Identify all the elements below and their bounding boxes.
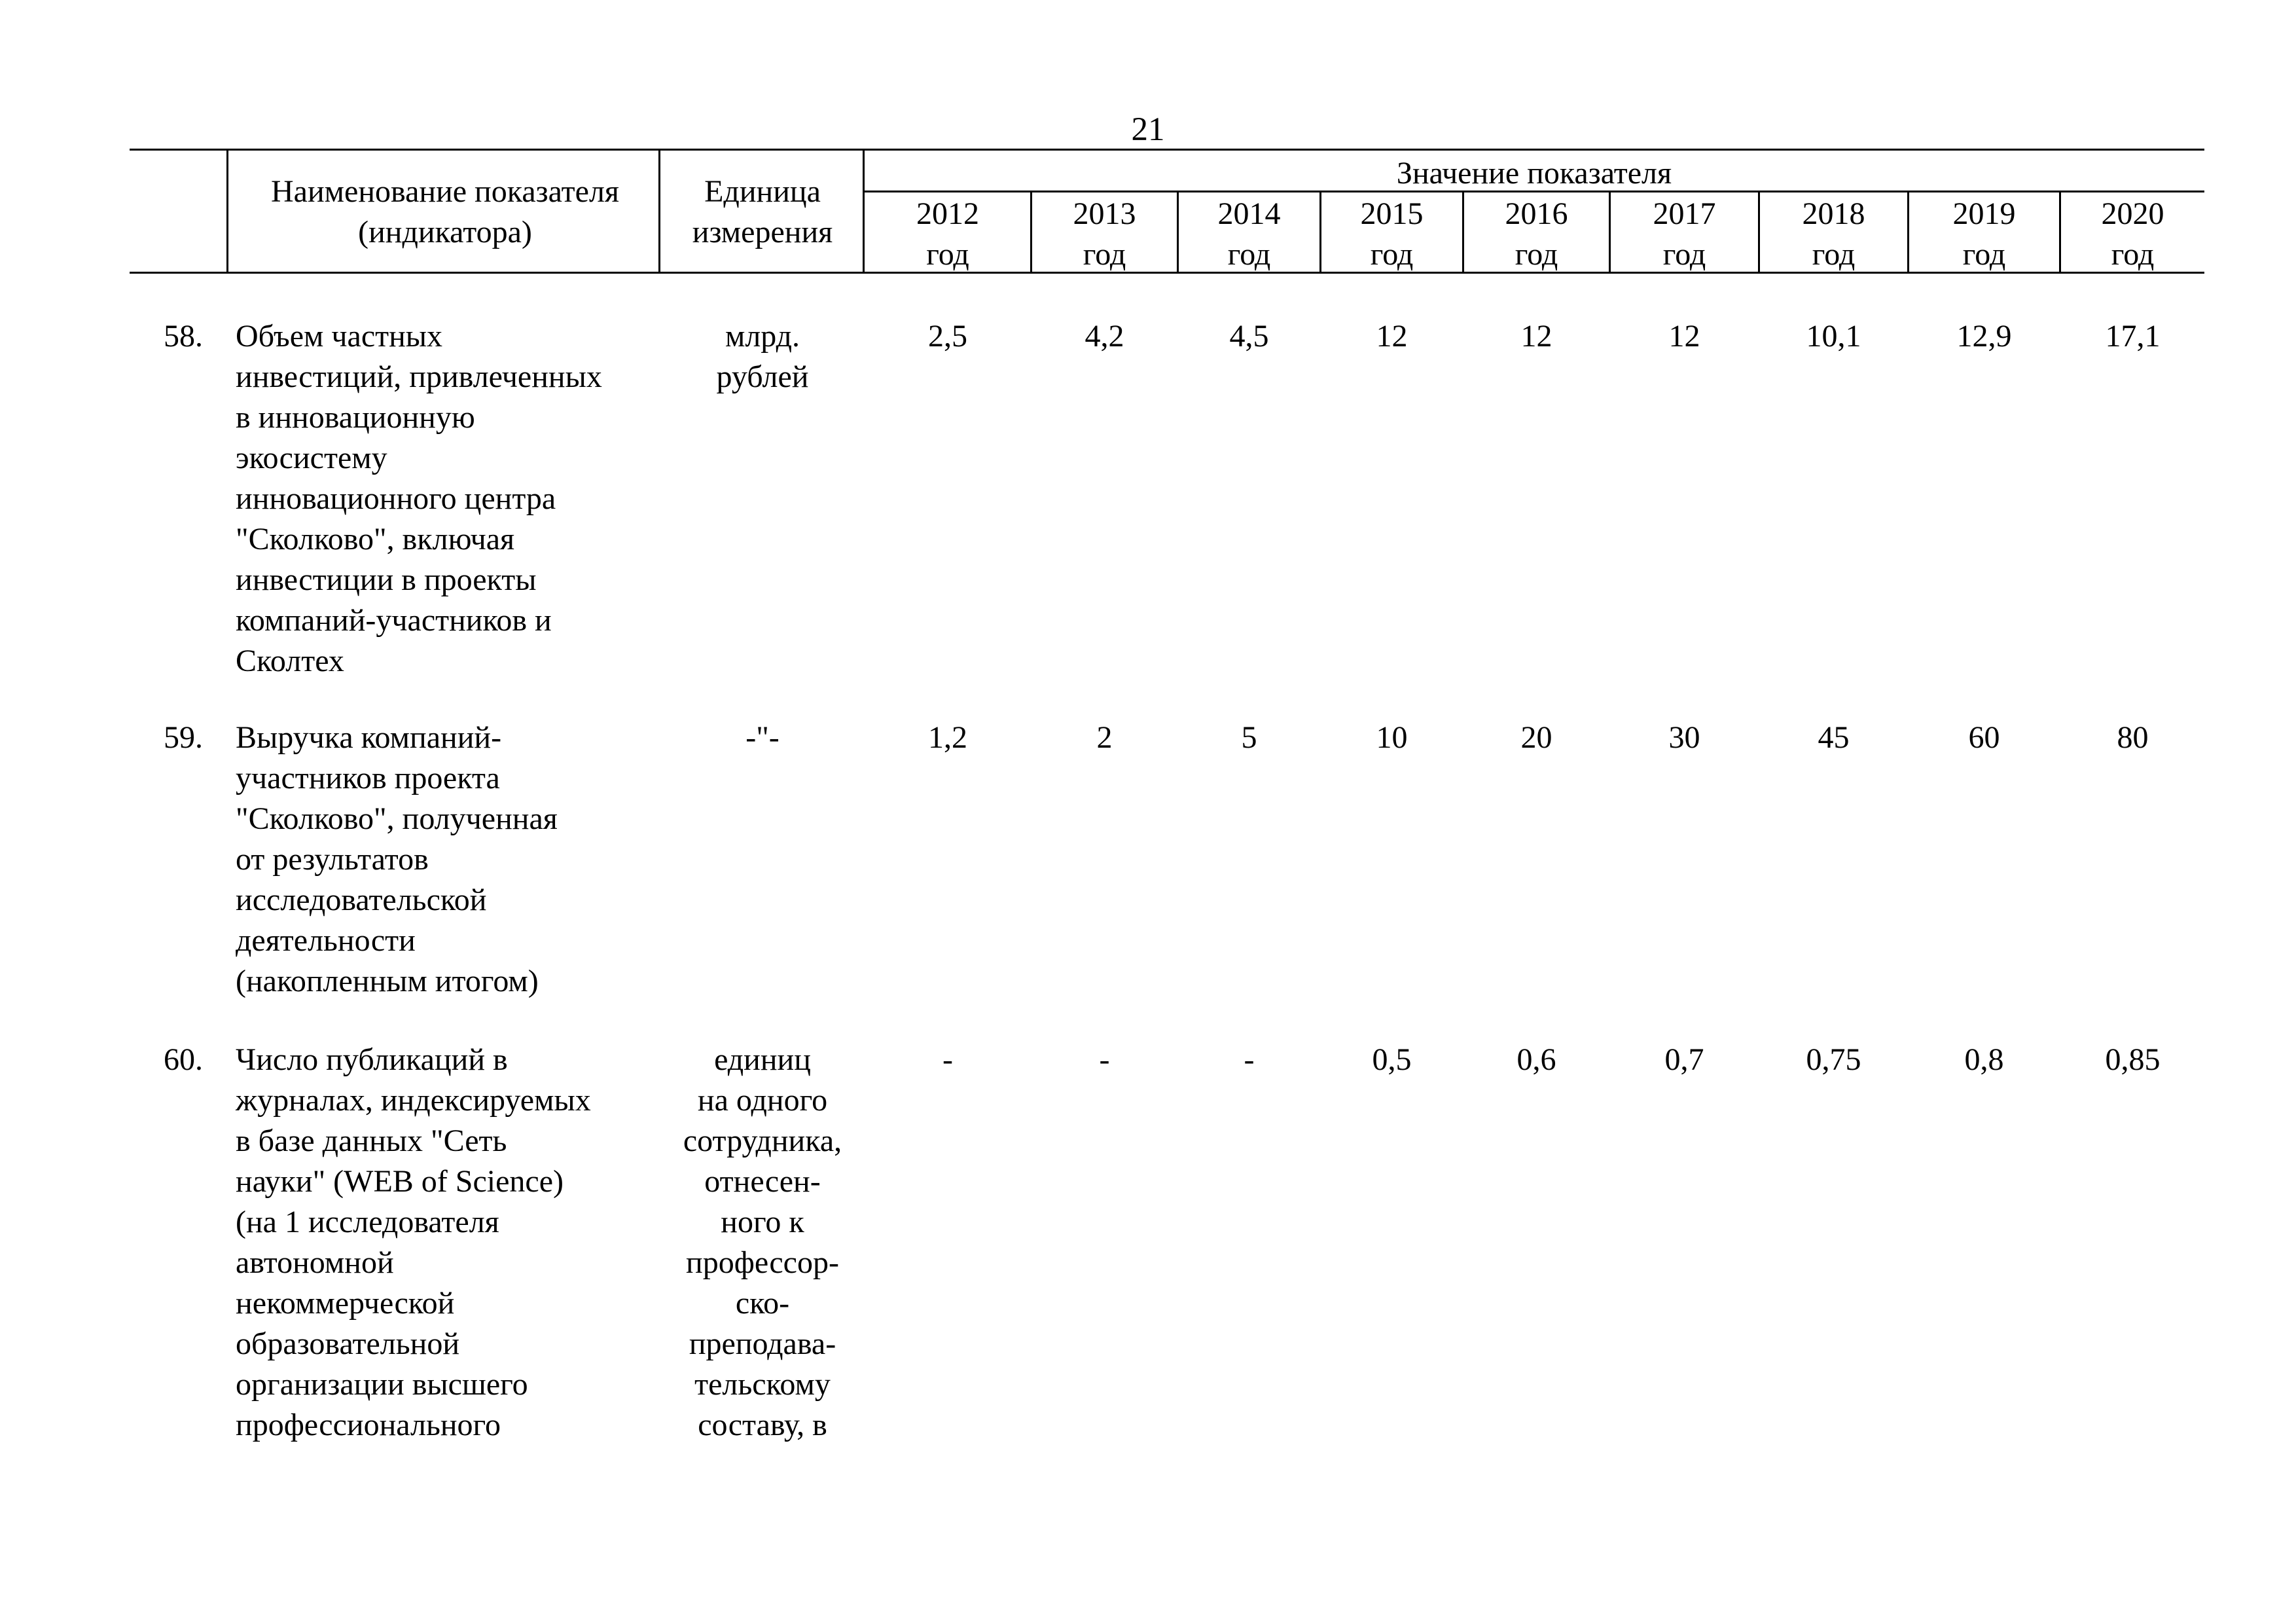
- row-value-2014: 4,5: [1229, 319, 1269, 354]
- row-value-2013: 4,2: [1085, 319, 1124, 354]
- year-suffix: год: [1662, 237, 1706, 272]
- year-label: 2013: [1073, 196, 1136, 231]
- year-suffix: год: [2111, 237, 2155, 272]
- row-value-2015: 0,5: [1372, 1042, 1412, 1077]
- header-year-2012: [865, 194, 1030, 275]
- header-year-2016: [1464, 194, 1609, 275]
- year-label: 2018: [1802, 196, 1865, 231]
- col-divider-num: [226, 149, 228, 273]
- header-year-2013: [1032, 194, 1177, 275]
- header-unit: Единица измерения: [692, 174, 833, 249]
- year-label: 2012: [916, 196, 979, 231]
- row-unit: млрд. рублей: [716, 319, 809, 394]
- year-suffix: год: [1227, 237, 1271, 272]
- header-year-2019: [1909, 194, 2059, 275]
- row-value-2020: 80: [2117, 720, 2149, 755]
- table-top-rule: [130, 149, 2204, 151]
- row-value-2017: 0,7: [1664, 1042, 1704, 1077]
- year-suffix: год: [1083, 237, 1126, 272]
- row-value-2012: 2,5: [928, 319, 967, 354]
- row-value-2017: 30: [1668, 720, 1700, 755]
- row-value-2015: 12: [1376, 319, 1408, 354]
- row-value-2018: 10,1: [1806, 319, 1861, 354]
- row-indicator-name: Число публикаций в журналах, индексируемых в базе данных "Сеть науки" (WEB of Science) (на 1 исследователя автономной некоммерческой образовательной организации высшего профессионального: [236, 1042, 591, 1442]
- row-indicator-name: Объем частных инвестиций, привлеченных в инновационную экосистему инновационного центра "Сколково", включая инвестиции в проекты компаний-участников и Сколтех: [236, 319, 602, 678]
- row-value-2019: 0,8: [1964, 1042, 2004, 1077]
- header-year-2015: [1321, 194, 1462, 275]
- year-suffix: год: [926, 237, 969, 272]
- row-number: 60.: [164, 1042, 203, 1077]
- header-year-2018: [1760, 194, 1907, 275]
- header-year-2020: [2061, 194, 2204, 275]
- row-value-2013: -: [1099, 1042, 1110, 1077]
- row-indicator-name: Выручка компаний- участников проекта "Сколково", полученная от результатов исследовательской деятельности (накопленным итогом): [236, 720, 558, 998]
- row-value-2014: 5: [1241, 720, 1257, 755]
- year-label: 2015: [1360, 196, 1424, 231]
- row-value-2014: -: [1244, 1042, 1255, 1077]
- col-divider-name: [658, 149, 660, 273]
- year-label: 2017: [1653, 196, 1716, 231]
- row-value-2016: 12: [1520, 319, 1552, 354]
- row-value-2019: 12,9: [1956, 319, 2012, 354]
- row-value-2020: 0,85: [2105, 1042, 2161, 1077]
- row-number: 58.: [164, 319, 203, 354]
- row-value-2012: -: [942, 1042, 953, 1077]
- row-unit: единиц на одного сотрудника, отнесен- ного к профессор- ско- преподава- тельскому составу, в: [683, 1042, 842, 1442]
- row-unit: -"-: [745, 720, 780, 755]
- row-value-2016: 20: [1520, 720, 1552, 755]
- row-value-2019: 60: [1968, 720, 2000, 755]
- year-suffix: год: [1962, 237, 2006, 272]
- row-value-2015: 10: [1376, 720, 1408, 755]
- year-suffix: год: [1812, 237, 1856, 272]
- header-value-group: Значение показателя: [1396, 156, 1672, 191]
- header-indicator-name: Наименование показателя (индикатора): [271, 174, 619, 249]
- row-value-2020: 17,1: [2105, 319, 2161, 354]
- page-number: 21: [1131, 111, 1165, 148]
- row-value-2016: 0,6: [1516, 1042, 1556, 1077]
- year-label: 2019: [1952, 196, 2016, 231]
- year-label: 2014: [1217, 196, 1281, 231]
- row-number: 59.: [164, 720, 203, 755]
- row-value-2013: 2: [1096, 720, 1113, 755]
- col-divider-unit: [863, 149, 865, 273]
- year-suffix: год: [1370, 237, 1414, 272]
- year-label: 2020: [2101, 196, 2164, 231]
- header-year-2017: [1611, 194, 1758, 275]
- row-value-2018: 0,75: [1806, 1042, 1861, 1077]
- row-value-2017: 12: [1668, 319, 1700, 354]
- row-value-2012: 1,2: [928, 720, 967, 755]
- header-year-2014: [1179, 194, 1319, 275]
- year-label: 2016: [1505, 196, 1568, 231]
- row-value-2018: 45: [1818, 720, 1850, 755]
- year-suffix: год: [1515, 237, 1558, 272]
